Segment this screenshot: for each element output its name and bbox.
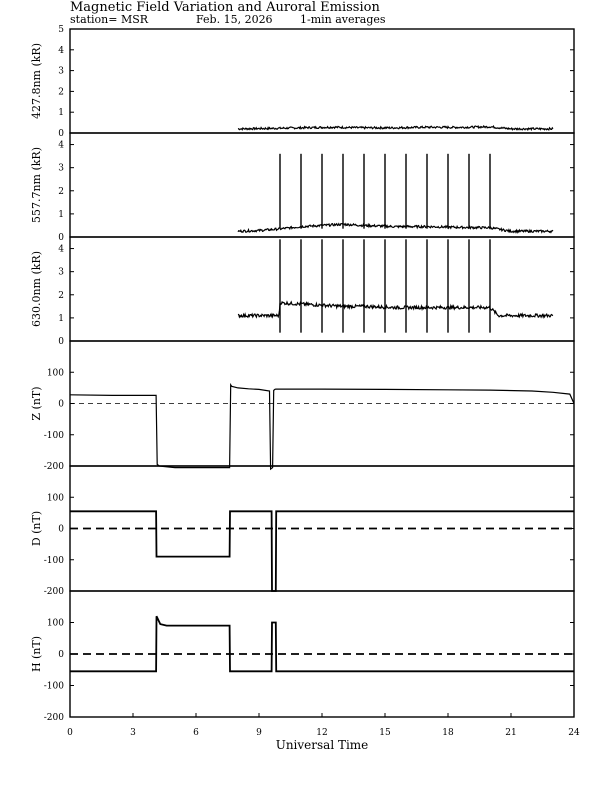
y-tick-label: 100 xyxy=(46,368,64,379)
panel-2 xyxy=(30,133,574,243)
y-axis-label: Z (nT) xyxy=(30,386,43,421)
y-tick-label: 0 xyxy=(58,650,64,660)
date-label: Feb. 15, 2026 xyxy=(196,13,273,26)
y-tick-label: -100 xyxy=(43,681,64,692)
panel-5 xyxy=(30,466,574,597)
y-tick-label: -200 xyxy=(43,462,64,472)
y-axis-label: H (nT) xyxy=(30,635,43,673)
x-axis-label: Universal Time xyxy=(275,738,369,752)
y-tick-label: -100 xyxy=(43,430,64,441)
y-tick-label: 1 xyxy=(58,108,64,119)
y-tick-label: 0 xyxy=(58,233,64,243)
panels-group xyxy=(30,25,574,723)
y-tick-label: 4 xyxy=(58,45,64,56)
y-tick-label: 100 xyxy=(46,618,64,629)
panel-6 xyxy=(30,591,574,723)
y-tick-label: 3 xyxy=(58,163,64,174)
series-line xyxy=(70,616,574,671)
series-line xyxy=(70,385,574,469)
panel-frame xyxy=(70,29,574,133)
y-tick-label: 2 xyxy=(58,290,64,301)
x-tick-label: 12 xyxy=(316,728,328,738)
y-tick-label: 3 xyxy=(58,66,64,77)
y-tick-label: 1 xyxy=(58,313,64,324)
y-tick-label: 3 xyxy=(58,267,64,278)
y-tick-label: 4 xyxy=(58,140,64,151)
panel-3 xyxy=(30,237,574,347)
series-line xyxy=(238,224,553,233)
panel-4 xyxy=(30,341,574,472)
y-axis-label: 630.0nm (kR) xyxy=(30,250,43,328)
x-tick-label: 15 xyxy=(379,728,391,738)
y-tick-label: -100 xyxy=(43,555,64,566)
y-tick-label: -200 xyxy=(43,587,64,597)
x-tick-label: 24 xyxy=(568,728,580,738)
x-tick-label: 18 xyxy=(442,728,454,738)
x-tick-label: 3 xyxy=(130,728,136,738)
y-tick-label: 1 xyxy=(58,209,64,220)
y-axis-label: 557.7nm (kR) xyxy=(30,146,43,224)
y-tick-label: 2 xyxy=(58,87,64,98)
series-line xyxy=(238,302,553,317)
y-tick-label: 0 xyxy=(58,129,64,139)
chart-title: Magnetic Field Variation and Auroral Emission xyxy=(70,0,380,15)
y-axis-label: D (nT) xyxy=(30,510,43,547)
x-tick-label: 21 xyxy=(505,728,517,738)
station-label: station= MSR xyxy=(70,13,149,26)
y-tick-label: 0 xyxy=(58,524,64,535)
y-tick-label: 0 xyxy=(58,337,64,347)
x-tick-label: 0 xyxy=(67,728,73,738)
averaging-label: 1-min averages xyxy=(300,13,386,26)
x-tick-label: 6 xyxy=(193,728,199,738)
y-tick-label: 4 xyxy=(58,244,64,255)
series-line xyxy=(238,126,553,130)
y-tick-label: 0 xyxy=(58,399,64,410)
panel-1 xyxy=(30,25,574,139)
y-axis-label: 427.8nm (kR) xyxy=(30,42,43,120)
x-tick-label: 9 xyxy=(256,728,262,738)
y-tick-label: 5 xyxy=(58,25,64,35)
series-line xyxy=(70,511,574,591)
y-tick-label: 100 xyxy=(46,493,64,504)
y-tick-label: -200 xyxy=(43,713,64,723)
y-tick-label: 2 xyxy=(58,186,64,197)
